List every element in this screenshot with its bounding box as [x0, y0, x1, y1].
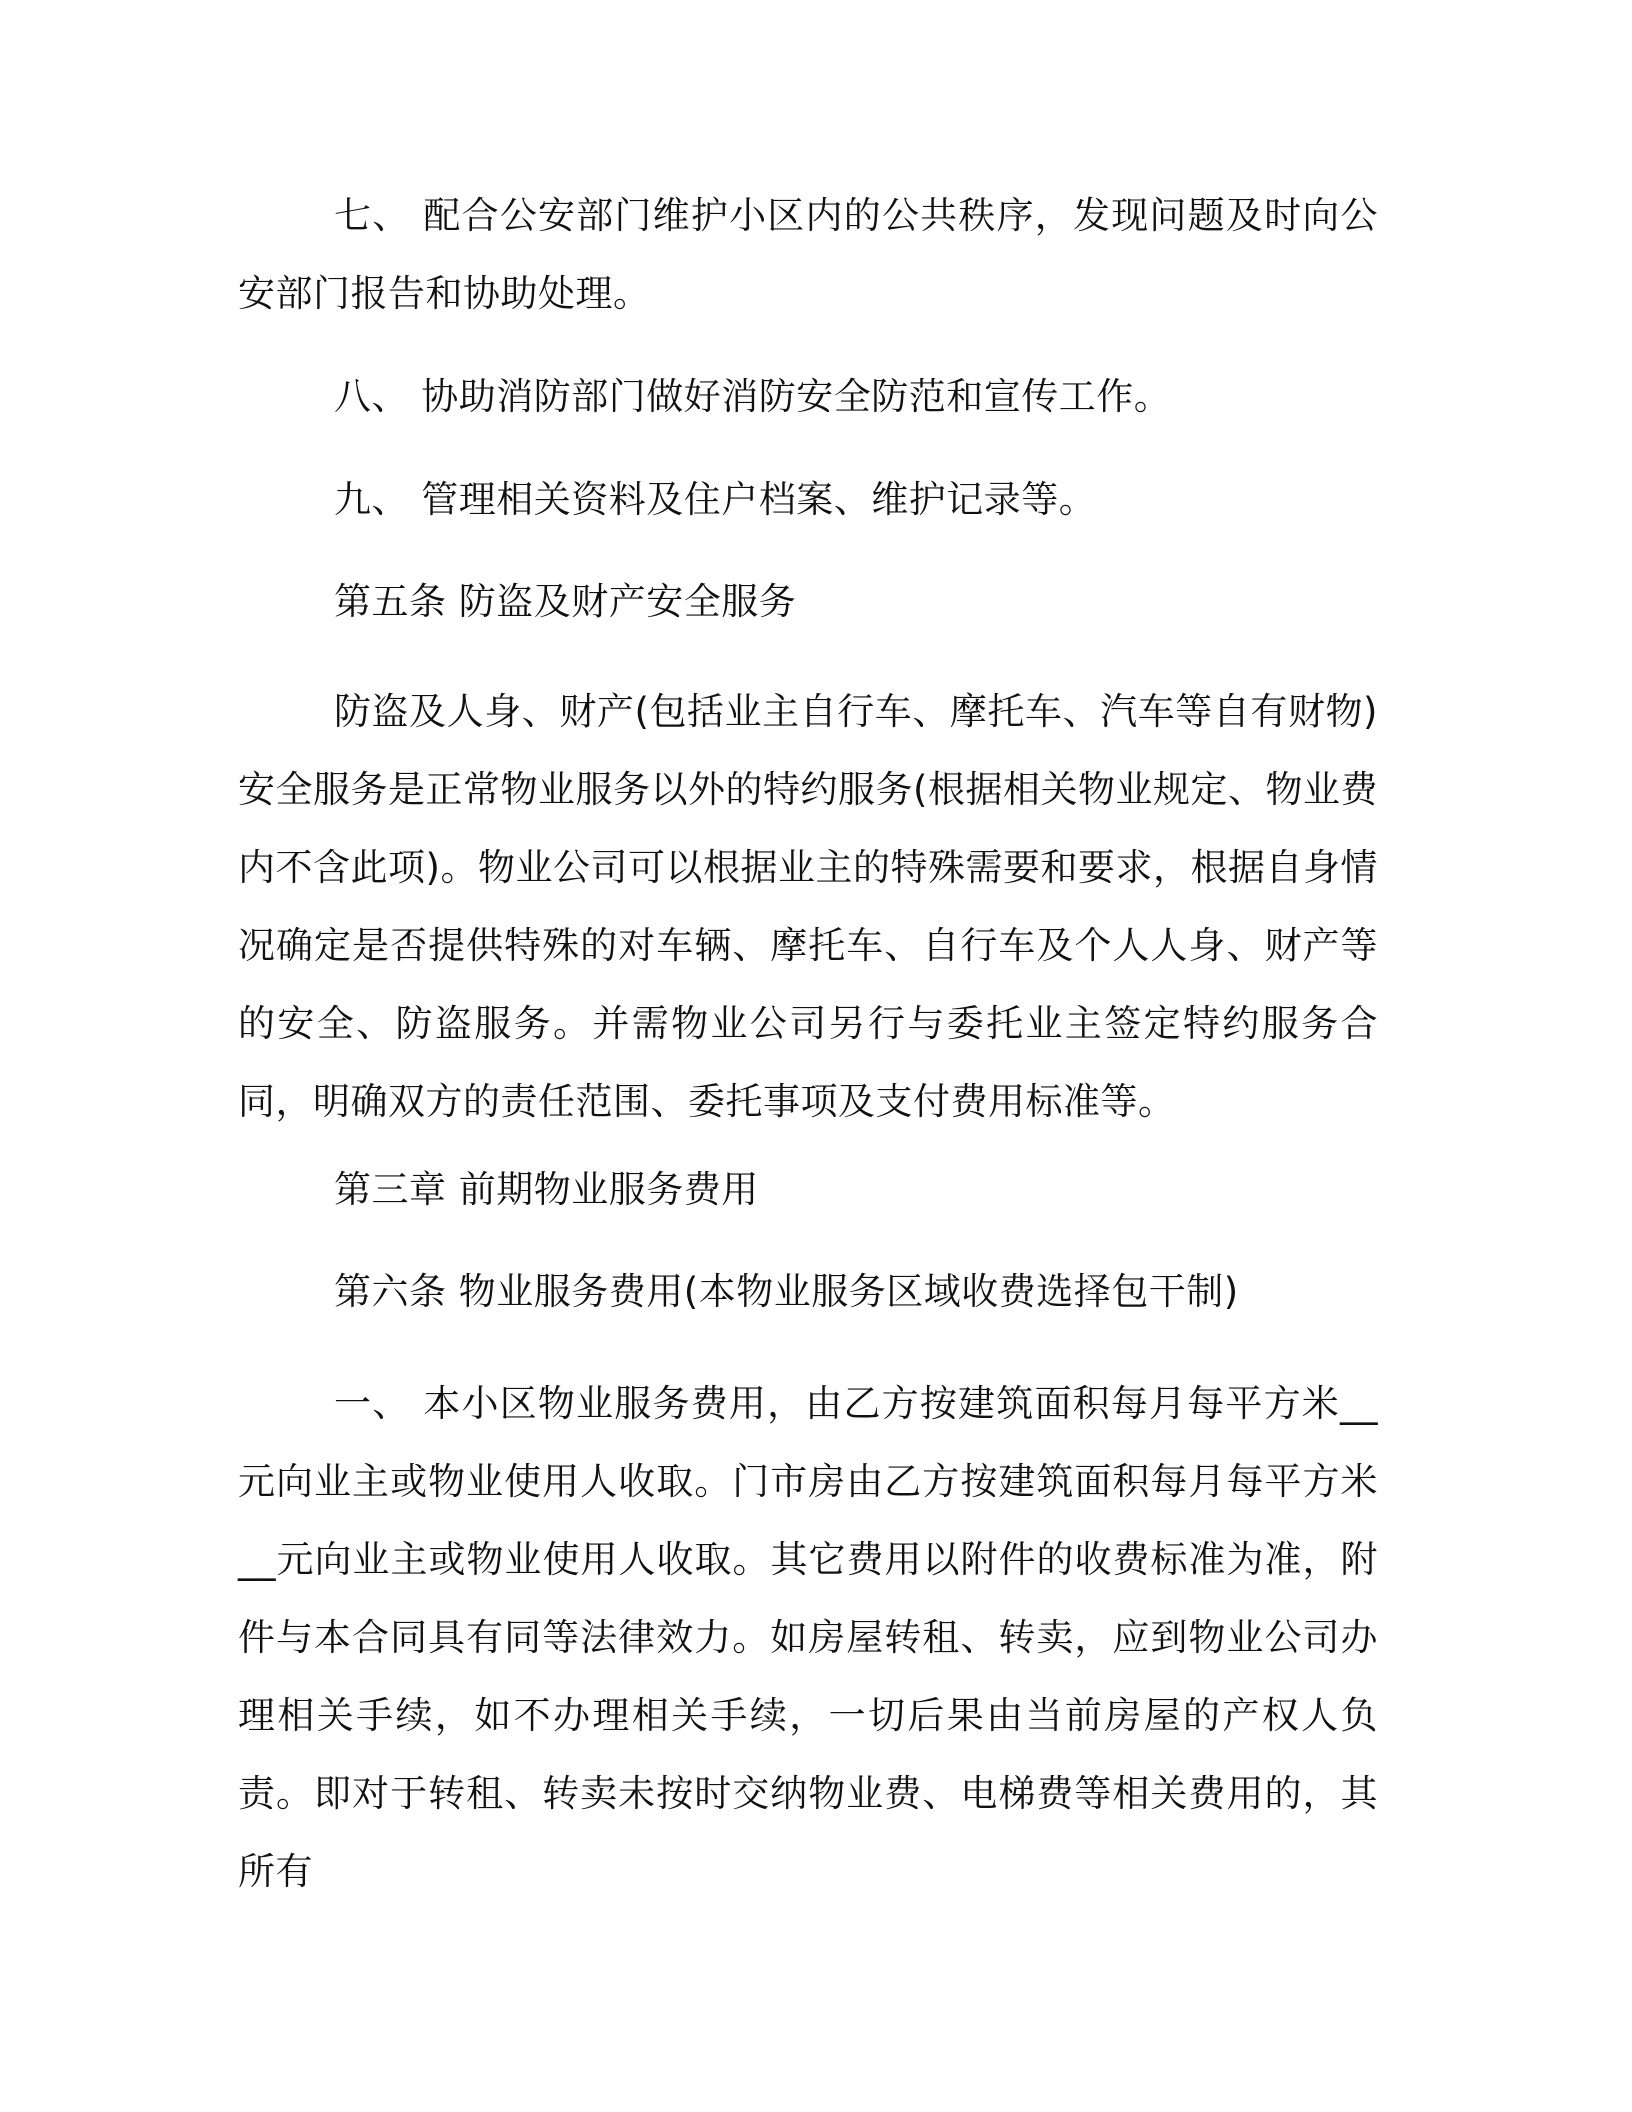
article-6-item-1: 一、 本小区物业服务费用，由乙方按建筑面积每月每平方米__元向业主或物业使用人收取。门市房由乙方按建筑面积每月每平方米__元向业主或物业使用人收取。其它费用以附件的收费标准为准，附件与本合同具有同等法律效力。如房屋转租、转卖，应到物业公司办理相关手续，如不办理相关手续，一切后果由当前房屋的产权人负责。即对于转租、转卖未按时交纳物业费、电梯费等相关费用的，其所有	[238, 1382, 1378, 1893]
paragraph-item-7: 七、 配合公安部门维护小区内的公共秩序，发现问题及时向公安部门报告和协助处理。	[238, 194, 1378, 315]
paragraph-item-9: 九、 管理相关资料及住户档案、维护记录等。	[334, 478, 1097, 521]
article-6-heading: 第六条 物业服务费用(本物业服务区域收费选择包干制)	[334, 1270, 1239, 1313]
article-5-heading: 第五条 防盗及财产安全服务	[334, 580, 797, 623]
paragraph-item-8: 八、 协助消防部门做好消防安全防范和宣传工作。	[334, 375, 1172, 418]
chapter-3-heading: 第三章 前期物业服务费用	[334, 1168, 759, 1211]
article-5-body: 防盗及人身、财产(包括业主自行车、摩托车、汽车等自有财物)安全服务是正常物业服务以外的特约服务(根据相关物业规定、物业费内不含此项)。物业公司可以根据业主的特殊需要和要求，根据自身情况确定是否提供特殊的对车辆、摩托车、自行车及个人人身、财产等的安全、防盗服务。并需物业公司另行与委托业主签定特约服务合同，明确双方的责任范围、委托事项及支付费用标准等。	[238, 690, 1378, 1123]
